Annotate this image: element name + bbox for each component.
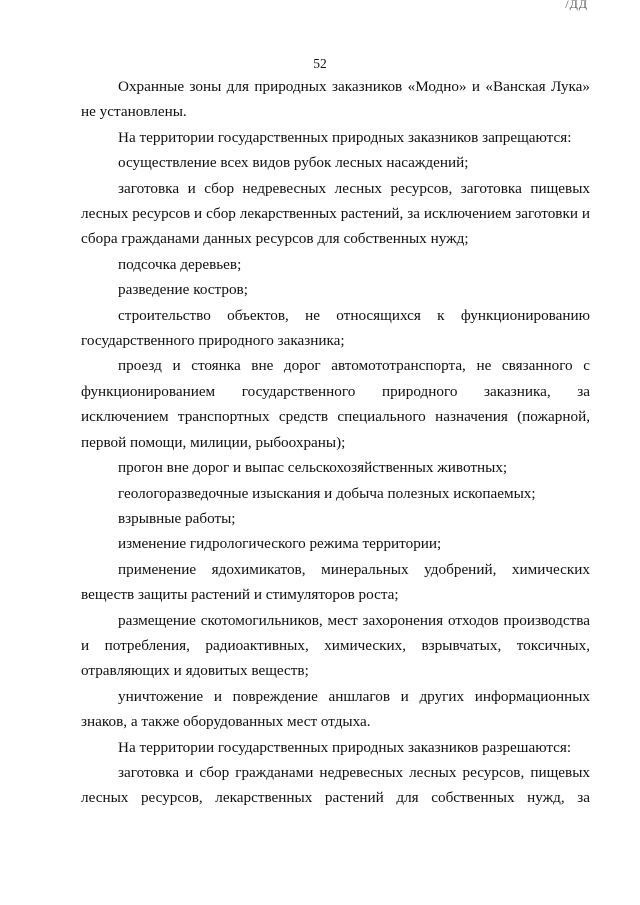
- list-item-livestock: прогон вне дорог и выпас сельскохозяйственных животных;: [118, 459, 508, 477]
- list-item-geological-survey: геологоразведочные изыскания и добыча полезных ископаемых;: [118, 484, 536, 502]
- document-body: [81, 74, 590, 811]
- paragraph-prohibited-heading: На территории государственных природных заказников запрещаются:: [118, 128, 572, 146]
- list-item-non-timber-resources: заготовка и сбор недревесных лесных ресурсов, заготовка пищевых лесных ресурсов и сбор лекарственных растений, за исключением заготовки и сбора гражданами данных ресурсов для собственных нужд;: [81, 179, 590, 248]
- list-item-vehicle-traffic: проезд и стоянка вне дорог автомототранспорта, не связанного с функционированием государственного природного заказника, за исключением транспортных средств специального назначения (пожарной, первой помощи, милиции, рыбоохраны);: [81, 357, 590, 451]
- list-item-signage-damage: уничтожение и повреждение аншлагов и других информационных знаков, а также оборудованных мест отдыха.: [81, 687, 590, 731]
- list-item-logging: осуществление всех видов рубок лесных насаждений;: [118, 154, 469, 172]
- list-item-waste-disposal: размещение скотомогильников, мест захоронения отходов производства и потребления, радиоактивных, химических, взрывчатых, токсичных, отравляющих и ядовитых веществ;: [81, 611, 590, 680]
- list-item-campfires: разведение костров;: [118, 281, 248, 299]
- paragraph-permitted-heading: На территории государственных природных заказников разрешаются:: [118, 738, 572, 756]
- list-item-hydrology: изменение гидрологического режима территории;: [118, 535, 442, 553]
- list-item-chemicals: применение ядохимикатов, минеральных удобрений, химических веществ защиты растений и стимуляторов роста;: [81, 560, 590, 604]
- page-number: 52: [313, 56, 327, 71]
- list-item-tapping: подсочка деревьев;: [118, 255, 242, 273]
- list-item-blasting: взрывные работы;: [118, 509, 236, 527]
- list-item-construction: строительство объектов, не относящихся к функционированию государственного природного заказника;: [81, 306, 590, 350]
- list-item-permitted-harvest: заготовка и сбор гражданами недревесных лесных ресурсов, пищевых лесных ресурсов, лекарственных растений для собственных нужд, за: [81, 763, 590, 807]
- corner-mark: /ДД: [565, 0, 588, 11]
- paragraph-protected-zones: Охранные зоны для природных заказников «Модно» и «Ванская Лука» не установлены.: [81, 78, 590, 121]
